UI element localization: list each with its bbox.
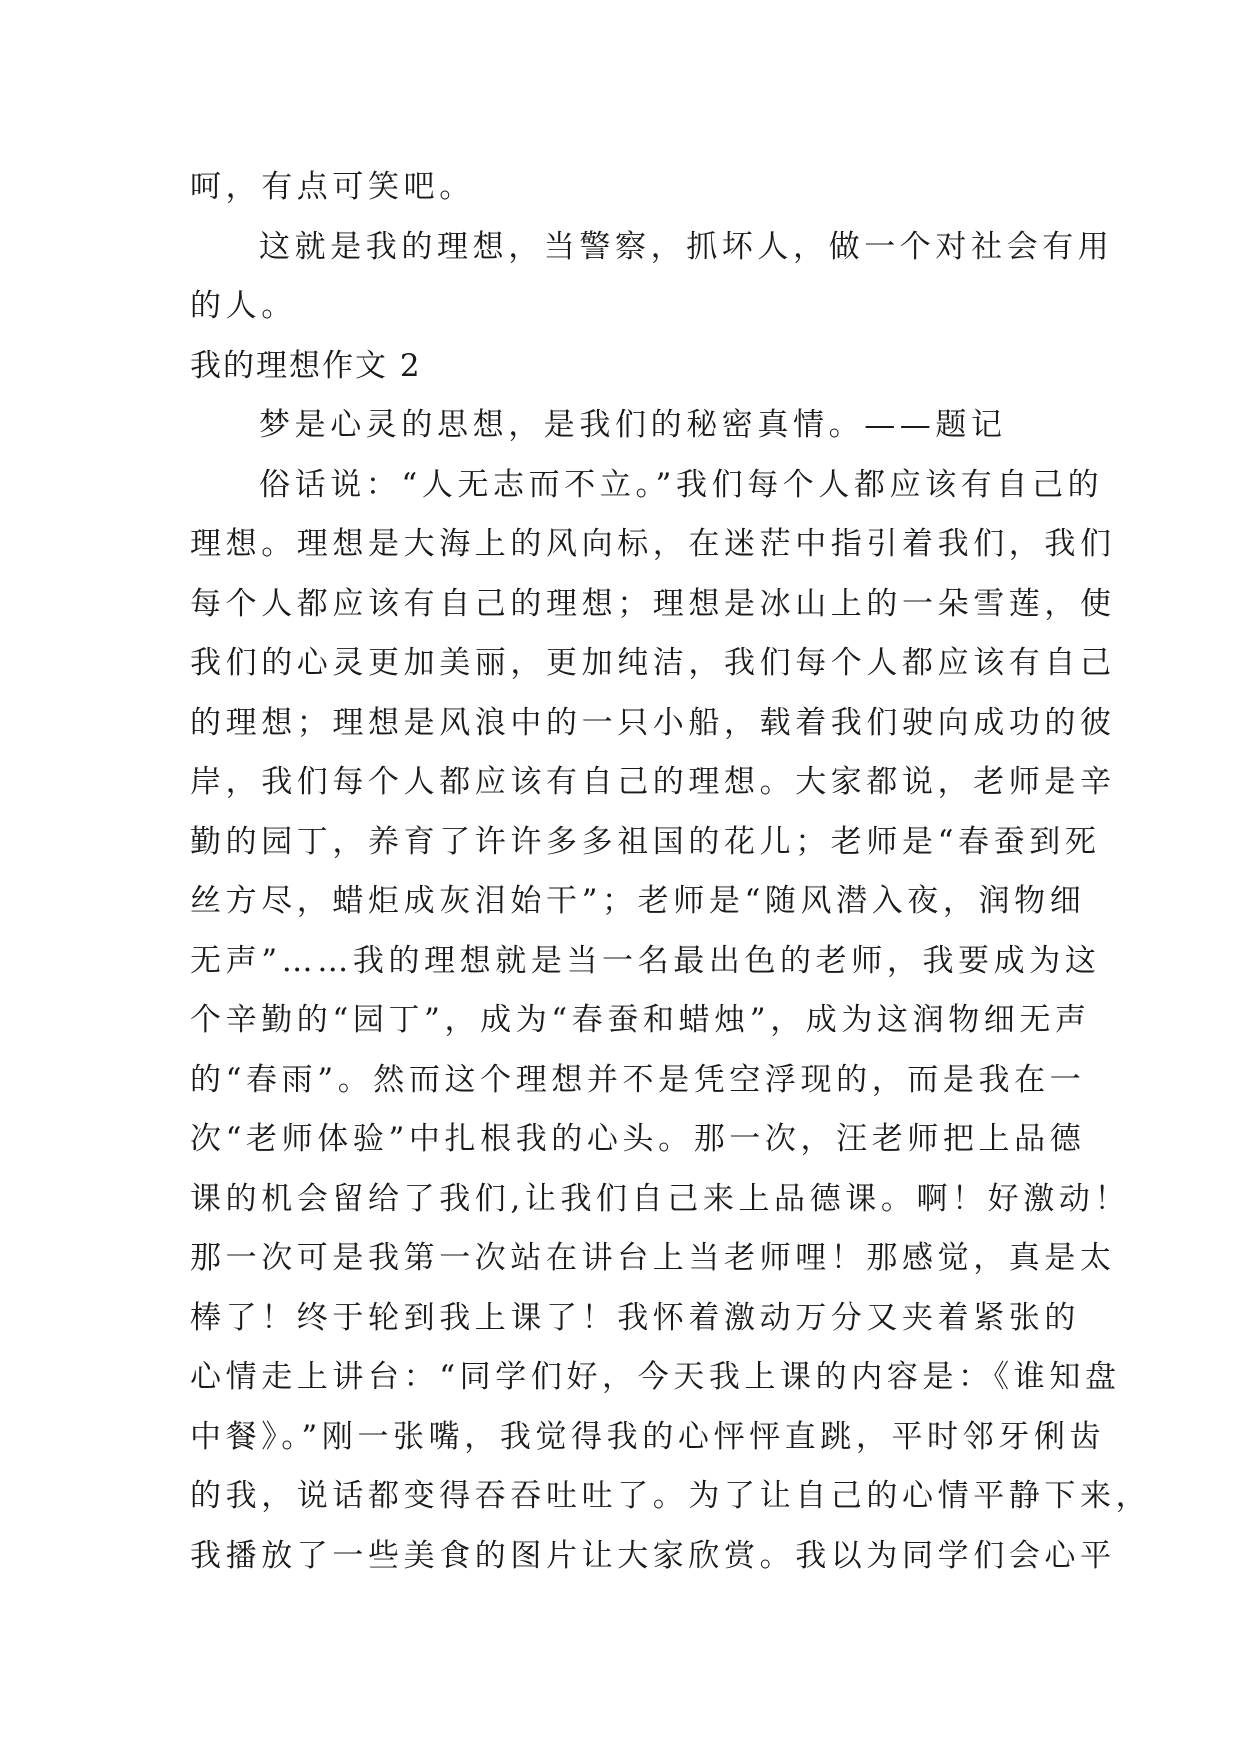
text-line: 次“老师体验”中扎根我的心头。那一次，汪老师把上品德	[190, 1121, 1086, 1157]
text-line: 每个人都应该有自己的理想；理想是冰山上的一朵雪莲，使	[190, 585, 1116, 622]
text-line: 的我，说话都变得吞吞吐吐了。为了让自己的心情平静下来，	[190, 1478, 1152, 1514]
text-line: 我播放了一些美食的图片让大家欣赏。我以为同学们会心平	[190, 1537, 1116, 1574]
text-line: 梦是心灵的思想，是我们的秘密真情。——题记	[259, 407, 1007, 443]
text-line: 课的机会留给了我们,让我们自己来上品德课。啊！好激动！	[190, 1180, 1131, 1217]
text-line: 俗话说：“人无志而不立。”我们每个人都应该有自己的	[259, 466, 1104, 503]
text-line: 岸，我们每个人都应该有自己的理想。大家都说，老师是辛	[190, 764, 1116, 800]
text-line: 的理想；理想是风浪中的一只小船，载着我们驶向成功的彼	[190, 704, 1116, 741]
text-line: 我们的心灵更加美丽，更加纯洁，我们每个人都应该有自己	[190, 645, 1116, 681]
text-line: 个辛勤的“园丁”，成为“春蚕和蜡烛”，成为这润物细无声	[190, 1002, 1091, 1038]
text-line: 的人。	[190, 288, 297, 324]
text-line: 心情走上讲台：“同学们好，今天我上课的内容是：《谁知盘	[190, 1359, 1121, 1395]
text-line: 的“春雨”。然而这个理想并不是凭空浮现的，而是我在一	[190, 1061, 1086, 1098]
text-line: 丝方尽，蜡炬成灰泪始干”；老师是“随风潜入夜，润物细	[190, 883, 1086, 919]
text-line: 这就是我的理想，当警察，抓坏人，做一个对社会有用	[259, 228, 1114, 265]
text-line: 中餐》。”刚一张嘴，我觉得我的心怦怦直跳，平时邻牙俐齿	[190, 1418, 1106, 1455]
text-line: 理想。理想是大海上的风向标，在迷茫中指引着我们，我们	[190, 526, 1116, 562]
text-line: 那一次可是我第一次站在讲台上当老师哩！那感觉，真是太	[190, 1240, 1116, 1276]
text-line: 呵，有点可笑吧。	[190, 169, 475, 205]
text-line: 棒了！终于轮到我上课了！我怀着激动万分又夹着紧张的	[190, 1299, 1080, 1336]
section-heading: 我的理想作文 2	[190, 347, 422, 384]
text-line: 勤的园丁，养育了许许多多祖国的花儿；老师是“春蚕到死	[190, 823, 1101, 860]
essay-text	[190, 158, 1152, 1586]
text-line: 无声”……我的理想就是当一名最出色的老师，我要成为这	[190, 942, 1101, 979]
